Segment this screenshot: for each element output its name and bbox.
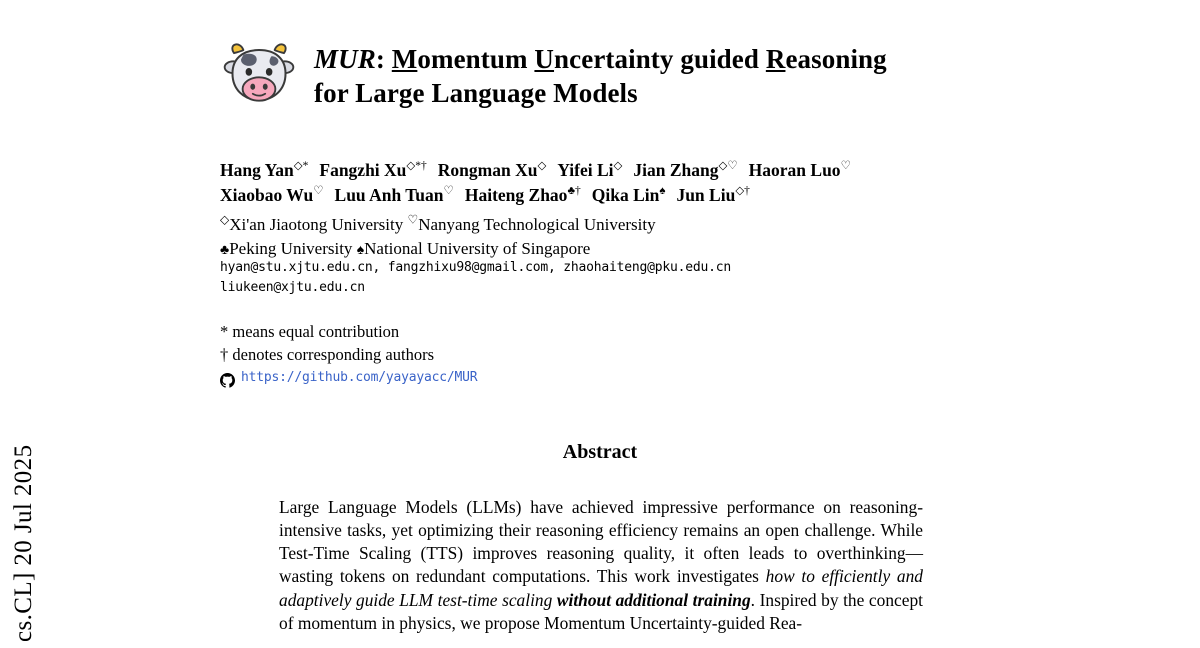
author-emails (220, 258, 1010, 298)
author-item: Luu Anh Tuan♡ (334, 184, 454, 205)
corresponding-author-note: † denotes corresponding authors (220, 345, 434, 365)
affiliation-item: ♣Peking University (220, 239, 353, 259)
title-line1-rest: : Momentum Uncertainty guided Reasoning (375, 44, 887, 74)
author-item: Haoran Luo♡ (748, 160, 851, 180)
equal-contribution-note: * means equal contribution (220, 322, 400, 341)
author-item: Rongman Xu◇ (437, 160, 547, 180)
cow-mascot-logo-icon (220, 36, 298, 114)
title-block (220, 34, 980, 114)
author-item: Haiteng Zhao♣† (464, 184, 581, 205)
affiliation-item: ♠National University of Singapore (356, 239, 591, 259)
title-line2: for Large Language Models (314, 78, 638, 109)
abstract-part-italic: how to efficiently and adaptively guide LLM test-time scaling (279, 566, 923, 610)
author-item: Jun Liu◇† (676, 184, 750, 205)
title-acronym: MUR (314, 44, 376, 74)
abstract-heading: Abstract (562, 441, 638, 463)
author-item: Yifei Li◇ (557, 160, 623, 180)
repository-link[interactable]: https://github.com/yayayacc/MUR (241, 369, 478, 385)
footnotes (220, 320, 1000, 387)
affiliation-item: ♡Nanyang Technological University (407, 212, 656, 234)
github-icon (220, 371, 235, 386)
abstract-part-bold-italic: without additional training (556, 589, 751, 610)
author-item: Xiaobao Wu♡ (220, 184, 324, 205)
author-item: Fangzhi Xu◇*† (319, 160, 427, 180)
author-item: Jian Zhang◇♡ (633, 160, 738, 180)
abstract-text (279, 496, 923, 635)
arxiv-stamp-text: cs.CL] 20 Jul 2025 (10, 444, 37, 642)
email-line: hyan@stu.xjtu.edu.cn, fangzhixu98@gmail.com, zhaohaiteng@pku.edu.cn (220, 260, 731, 275)
repository-row[interactable] (220, 369, 1000, 387)
abstract-part-1: Large Language Models (LLMs) have achieved impressive performance on reasoning-intensive tasks, yet optimizing their reasoning efficiency remains an open challenge. While Test-Time Scaling (TTS) improves reasoning quality, it often leads to overthinking—wasting tokens on redundant computations. This work investigates (279, 497, 923, 587)
author-item: Qika Lin♠ (591, 184, 666, 205)
author-item: Hang Yan◇* (220, 160, 309, 180)
abstract-part-2: . Inspired by the concept of momentum in physics, we propose Momentum Uncertainty-guided Rea- (279, 589, 923, 633)
affiliation-list (220, 211, 1000, 262)
page-title (314, 34, 887, 110)
author-list (220, 158, 1000, 208)
affiliation-item: ◇Xi'an Jiaotong University (220, 212, 404, 234)
email-line: liukeen@xjtu.edu.cn (220, 280, 365, 296)
